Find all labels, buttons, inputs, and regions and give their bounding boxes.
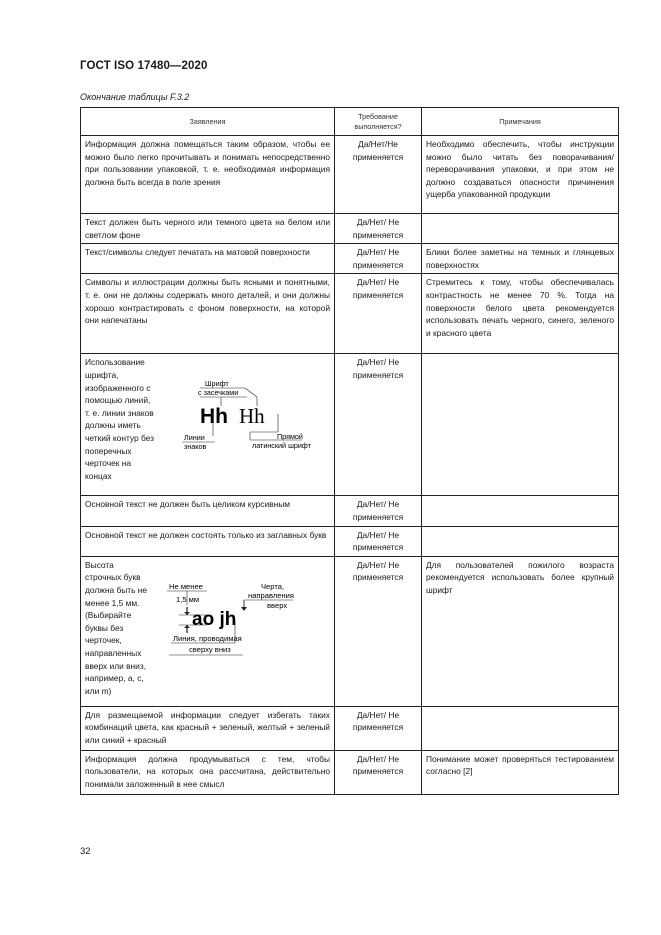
table-header-row — [81, 108, 619, 136]
note-cell: Понимание может проверяться тестированием согласно [2] — [422, 750, 619, 794]
statement-cell — [81, 556, 335, 706]
note-cell — [422, 214, 619, 244]
requirement-cell: Да/Нет/ Не применяется — [335, 750, 422, 794]
letter-height-figure — [151, 571, 321, 691]
letter-sample: ao jh — [192, 608, 237, 630]
table-row — [81, 354, 619, 496]
label-ascender-line3: вверх — [267, 600, 288, 610]
table-row — [81, 136, 619, 214]
line-font-figure — [157, 374, 327, 484]
statement-cell: Информация должна продумываться с тем, чтобы пользователи, на которых она рассчитана, действительно понимали заложенный в нее смысл — [81, 750, 335, 794]
table-row — [81, 750, 619, 794]
label-serif-font-line1: Шрифт — [205, 379, 229, 389]
label-straight-latin-line2: латинский шрифт — [252, 441, 311, 451]
requirement-cell: Да/Нет/ Не применяется — [335, 706, 422, 750]
label-ascender-line1: Черта, — [261, 581, 285, 591]
requirement-cell: Да/Нет/Не применяется — [335, 136, 422, 214]
table-row — [81, 244, 619, 274]
statement-cell: Основной текст не должен быть целиком курсивным — [81, 496, 335, 526]
requirement-cell: Да/Нет/ Не применяется — [335, 354, 422, 496]
table-row — [81, 706, 619, 750]
requirement-cell: Да/Нет/ Не применяется — [335, 526, 422, 556]
table-row — [81, 496, 619, 526]
statement-cell: Текст должен быть черного или темного цвета на белом или светлом фоне — [81, 214, 335, 244]
table-row — [81, 274, 619, 354]
note-cell: Стремитесь к тому, чтобы обеспечивалась контрастность не менее 70 %. Тогда на поверхности белого цвета рекомендуется использовать печать черного, синего, зеленого и красного цвета — [422, 274, 619, 354]
note-cell — [422, 354, 619, 496]
page-number: 32 — [80, 846, 91, 857]
note-cell: Необходимо обеспечить, чтобы инструкции можно было читать без поворачивания/переворачивания упаковки, и при этом не должно создаваться опасности причинения ущерба упакованной продукции — [422, 136, 619, 214]
column-header-statements: Заявления — [81, 108, 335, 136]
document-title: ГОСТ ISO 17480—2020 — [80, 60, 208, 72]
statement-cell: Текст/символы следует печатать на матовой поверхности — [81, 244, 335, 274]
statement-cell: Информация должна помещаться таким образом, чтобы ее можно было легко прочитывать и понимать непосредственно при пользовании упаковкой, т. е. необходимая информация должна быть всегда в поле зрения — [81, 136, 335, 214]
label-min-height-line1: Не менее — [169, 581, 203, 591]
column-header-notes: Примечания — [422, 108, 619, 136]
note-cell — [422, 496, 619, 526]
label-letter-lines-line1: Линии — [184, 433, 205, 443]
requirements-table — [80, 107, 619, 795]
label-letter-lines-line2: знаков — [184, 442, 207, 452]
requirement-cell: Да/Нет/ Не применяется — [335, 244, 422, 274]
label-min-height-line2: 1,5 мм — [176, 594, 200, 604]
sans-serif-sample: Hh — [200, 405, 228, 429]
note-cell: Для пользователей пожилого возраста рекомендуется использовать более крупный шрифт — [422, 556, 619, 706]
note-cell — [422, 706, 619, 750]
table-row — [81, 556, 619, 706]
statement-text: Использование шрифта, изображенного с помощью линий, т. е. линии знаков должны иметь четкий контур без поперечных черточек на концах — [85, 357, 154, 481]
label-straight-latin-line1: Прямой — [277, 432, 303, 442]
requirement-cell: Да/Нет/ Не применяется — [335, 214, 422, 244]
column-header-requirement: Требование выполняется? — [335, 108, 422, 136]
requirement-cell: Да/Нет/ Не применяется — [335, 496, 422, 526]
label-serif-font-line2: с засечками — [198, 388, 239, 398]
statement-text: Высота строчных букв должна быть не менее 1,5 мм. (Выбирайте буквы без черточек, направленных вверх или вниз, например, a, c, или m) — [85, 559, 148, 696]
note-cell — [422, 526, 619, 556]
table-caption: Окончание таблицы F.3.2 — [80, 92, 190, 102]
table-row — [81, 214, 619, 244]
label-descender-line2: сверху вниз — [189, 644, 231, 654]
label-ascender-line2: направления — [248, 590, 295, 600]
statement-cell — [81, 354, 335, 496]
statement-cell: Основной текст не должен состоять только из заглавных букв — [81, 526, 335, 556]
serif-sample: Hh — [239, 404, 265, 429]
label-descender-line1: Линия, проводимая — [173, 633, 242, 643]
note-cell: Блики более заметны на темных и глянцевых поверхностях — [422, 244, 619, 274]
requirement-cell: Да/Нет/ Не применяется — [335, 556, 422, 706]
statement-cell: Символы и иллюстрации должны быть ясными и понятными, т. е. они не должны содержать много деталей, и они должны хорошо контрастировать с фоном поверхности, на которой они напечатаны — [81, 274, 335, 354]
statement-cell: Для размещаемой информации следует избегать таких комбинаций цвета, как красный + зеленый, желтый + зеленый или синий + красный — [81, 706, 335, 750]
table-row — [81, 526, 619, 556]
requirement-cell: Да/Нет/ Не применяется — [335, 274, 422, 354]
